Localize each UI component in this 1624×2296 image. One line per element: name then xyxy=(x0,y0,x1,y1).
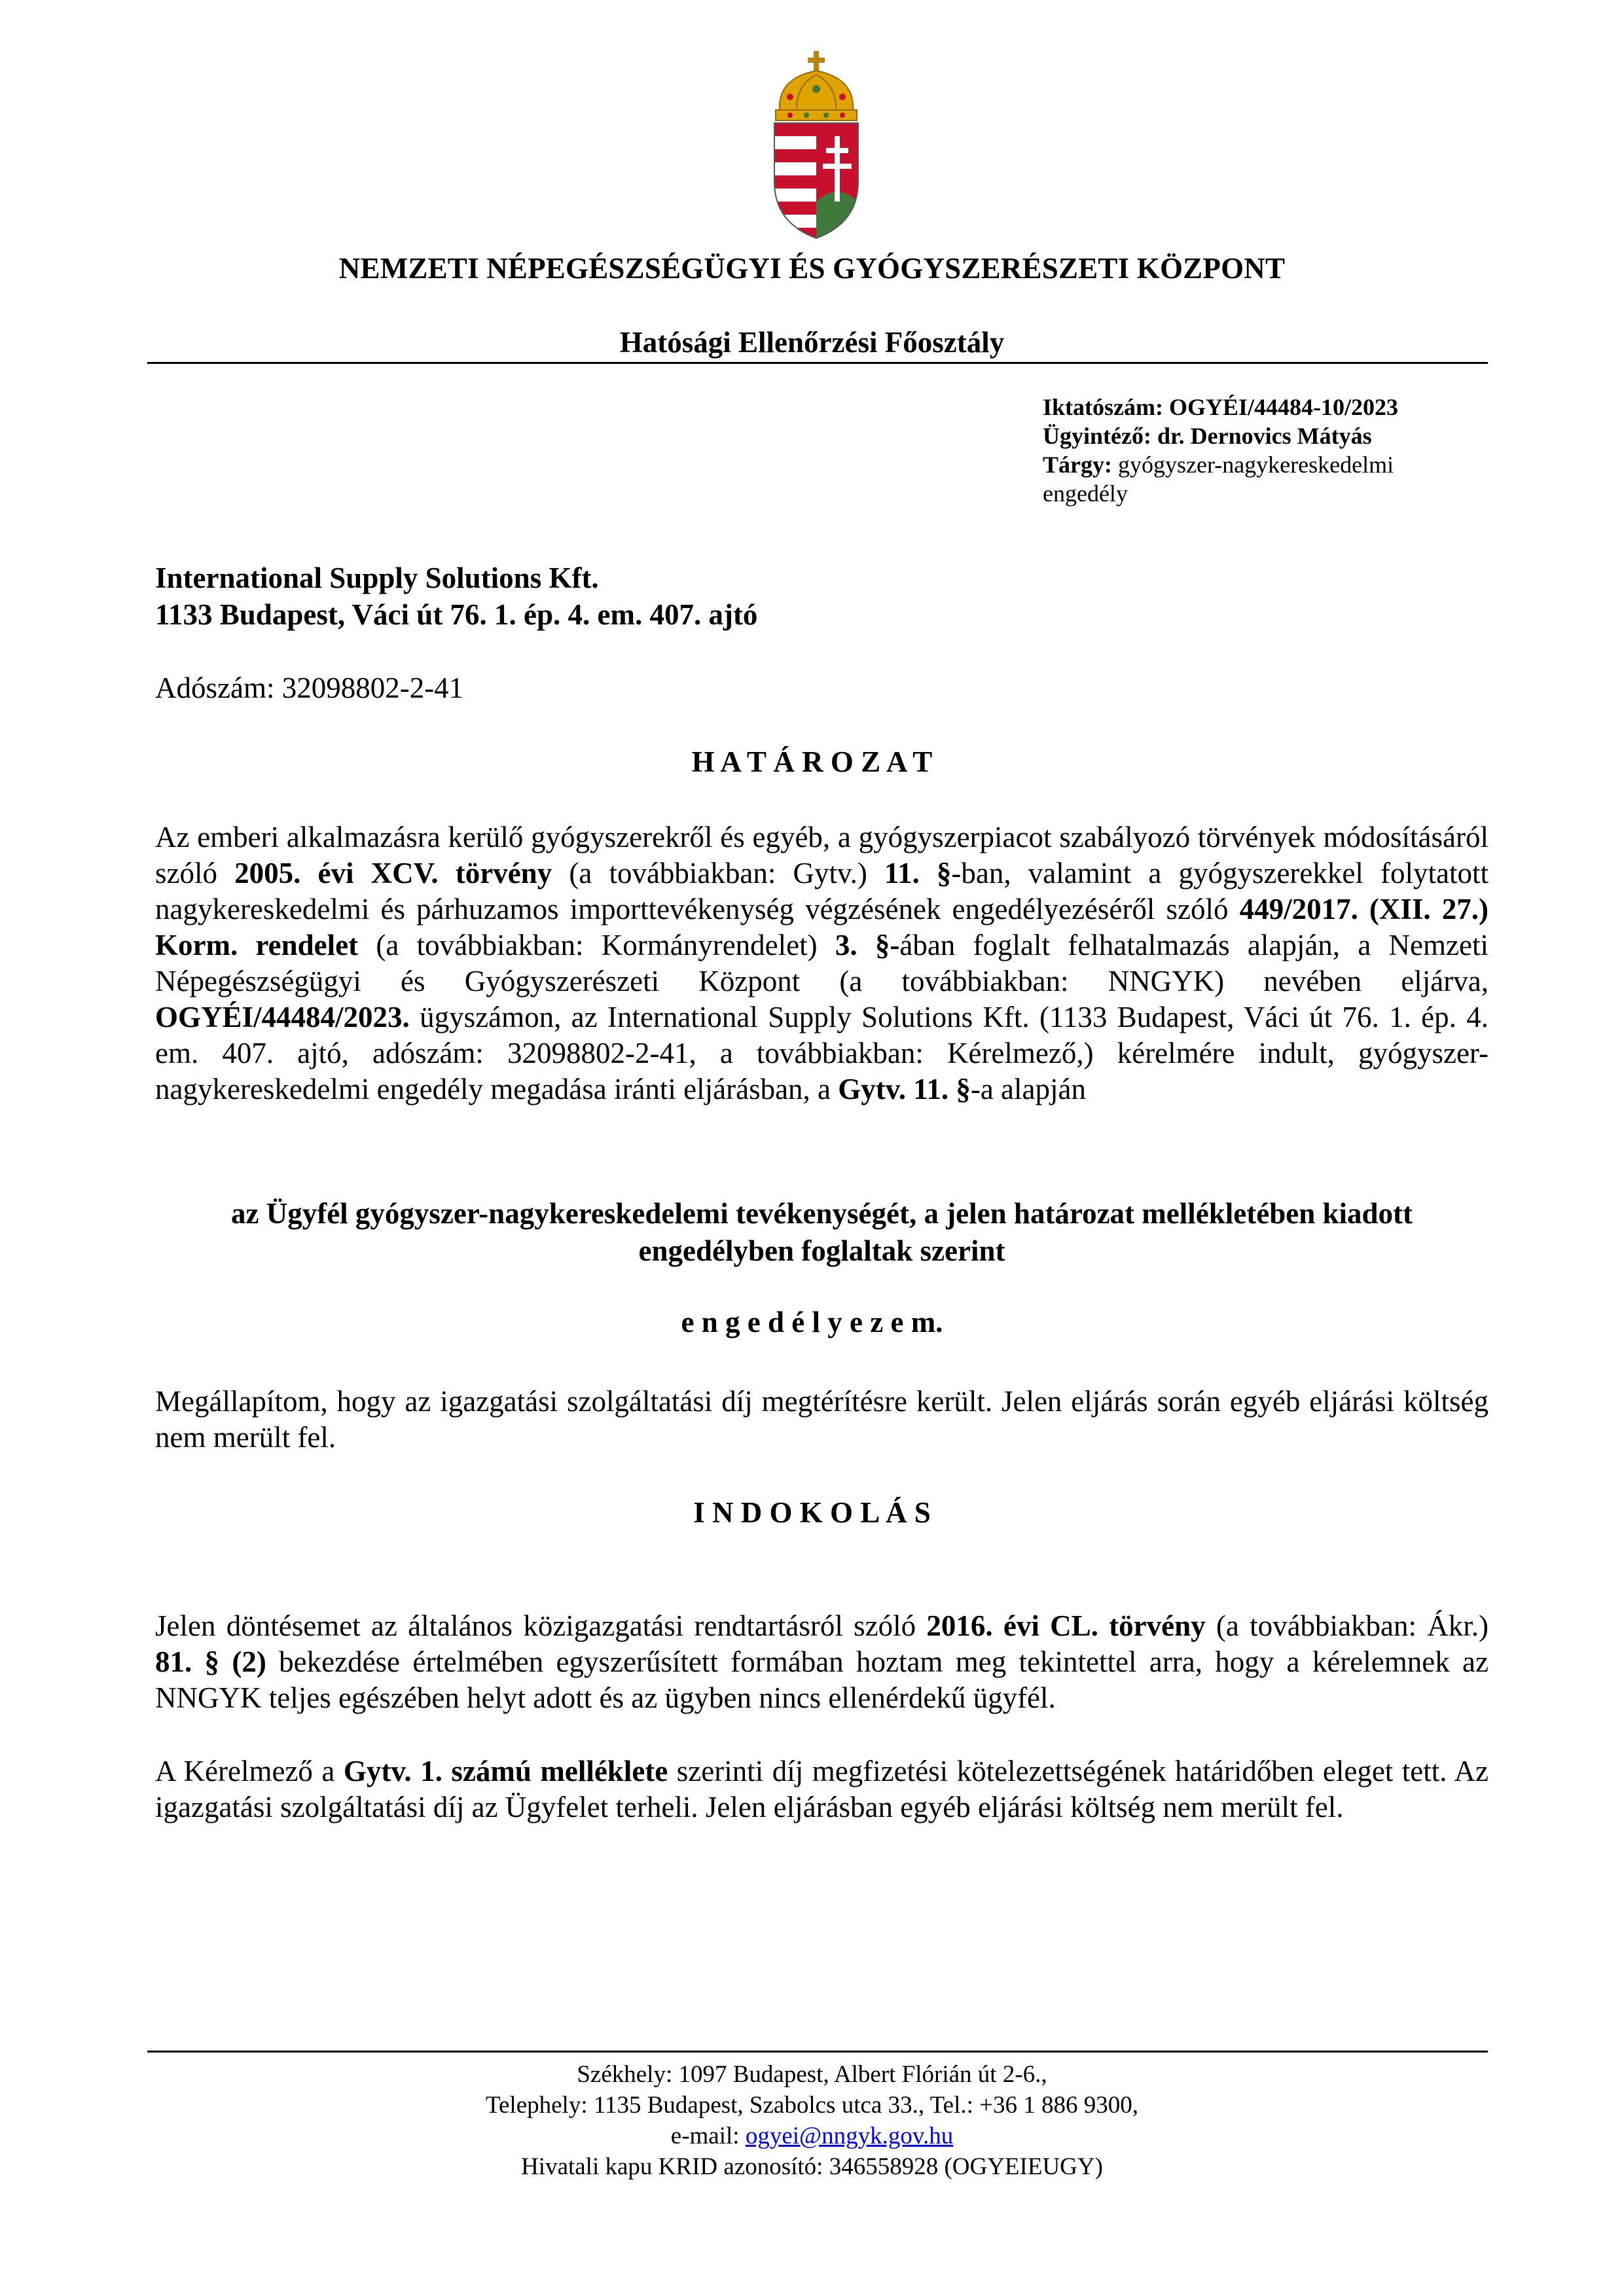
subject-line-2: engedély xyxy=(1043,480,1128,507)
law-reference: 449/2017. (XII. 27.) Korm. rendelet xyxy=(155,893,1489,961)
text-run: (a továbbiakban: Ákr.) xyxy=(1205,1609,1489,1642)
case-number: OGYÉI/44484-10/2023 xyxy=(1168,394,1398,420)
law-reference: Gytv. 11. § xyxy=(838,1073,971,1105)
officer-line xyxy=(1043,422,1475,450)
ruling-statement xyxy=(155,1195,1489,1270)
footer-headquarters: Székhely: 1097 Budapest, Albert Flórián út 2-6., xyxy=(577,2061,1047,2088)
subject-label: Tárgy: xyxy=(1043,452,1112,478)
reference-block xyxy=(1043,393,1475,508)
ruling-verb: e n g e d é l y e z e m. xyxy=(681,1306,943,1338)
text-run: ügyszámon, az International Supply Solutions Kft. (1133 Budapest, Váci út 76. 1. ép. 4. em. 407. ajtó, adószám: 32098802-2-41, a továbbiakban: Kérelmező,) kérelmére indult, gyógyszer-nagykereskedelmi engedély megadása iránti eljárásban, a xyxy=(155,1001,1489,1105)
subject-text: gyógyszer-nagykereskedelmi xyxy=(1117,452,1394,478)
footer-divider xyxy=(147,2051,1488,2053)
law-reference: 81. § (2) xyxy=(155,1645,266,1678)
text-run: szerinti díj megfizetési kötelezettségének határidőben eleget tett. Az igazgatási szolgáltatási díj az Ügyfelet terheli. Jelen eljárásban egyéb eljárási költség nem merült fel. xyxy=(155,1755,1489,1823)
law-reference: 3. §- xyxy=(835,929,900,961)
subject-line xyxy=(1043,450,1475,479)
recipient-name: International Supply Solutions Kft. xyxy=(155,562,599,594)
law-reference: 2016. évi CL. törvény xyxy=(926,1609,1206,1642)
officer-label: Ügyintéző: xyxy=(1043,423,1151,449)
ruling-line-2: engedélyben foglaltak szerint xyxy=(638,1234,1005,1267)
footer xyxy=(0,2059,1624,2182)
text-run: bekezdése értelmében egyszerűsített formában hoztam meg tekintettel arra, hogy a kérelemnek az NNGYK teljes egészében helyt adott és az ügyben nincs ellenérdekű ügyfél. xyxy=(155,1645,1489,1714)
decision-paragraph-1 xyxy=(155,819,1489,1107)
law-reference: 2005. évi XCV. törvény xyxy=(234,857,552,889)
text-run: (a továbbiakban: Gytv.) xyxy=(552,857,884,889)
text-run: -ban, valamint a gyógyszerekkel folytatott nagykereskedelmi és párhuzamos importtevékenység végzésének engedélyezéséről szóló xyxy=(155,857,1489,925)
organization-name: NEMZETI NÉPEGÉSZSÉGÜGYI ÉS GYÓGYSZERÉSZETI KÖZPONT xyxy=(338,252,1286,285)
decision-paragraph-2: Megállapítom, hogy az igazgatási szolgáltatási díj megtérítésre került. Jelen eljárás során egyéb eljárási költség nem merült fel. xyxy=(155,1385,1489,1454)
recipient-address: 1133 Budapest, Váci út 76. 1. ép. 4. em. 407. ajtó xyxy=(155,598,758,631)
text-run: A Kérelmező a xyxy=(155,1755,344,1787)
email-label: e-mail: xyxy=(670,2123,746,2149)
law-reference: 11. § xyxy=(884,857,952,889)
header-divider xyxy=(147,362,1488,364)
footer-krid: Hivatali kapu KRID azonosító: 346558928 (OGYEIEUGY) xyxy=(521,2153,1103,2180)
reasoning-title: I N D O K O L Á S xyxy=(693,1496,931,1529)
text-run: -a alapján xyxy=(970,1073,1086,1105)
law-reference: Gytv. 1. számú melléklete xyxy=(343,1755,668,1787)
reasoning-paragraph-2 xyxy=(155,1753,1489,1825)
officer-name: dr. Dernovics Mátyás xyxy=(1157,423,1372,449)
decision-title: H A T Á R O Z A T xyxy=(691,745,933,778)
department-name: Hatósági Ellenőrzési Főosztály xyxy=(619,326,1005,359)
footer-email-line xyxy=(0,2121,1624,2151)
footer-site: Telephely: 1135 Budapest, Szabolcs utca 33., Tel.: +36 1 886 9300, xyxy=(485,2092,1139,2119)
case-number-label: Iktatószám: xyxy=(1043,394,1163,420)
text-run: Az emberi alkalmazásra kerülő gyógyszerekről és egyéb, a gyógyszerpiacot szabályozó törvények módosításáról szóló xyxy=(155,821,1489,889)
recipient-tax-id: Adószám: 32098802-2-41 xyxy=(155,672,464,704)
hungarian-coat-of-arms-icon xyxy=(770,51,862,241)
text-run: Jelen döntésemet az általános közigazgatási rendtartásról szóló xyxy=(155,1609,927,1642)
text-run: ában foglalt felhatalmazás alapján, a Nemzeti Népegészségügyi és Gyógyszerészeti Központ (a továbbiakban: NNGYK) nevében eljárva, xyxy=(155,929,1489,997)
ruling-line-1: az Ügyfél gyógyszer-nagykereskedelemi tevékenységét, a jelen határozat mellékletében kiadott xyxy=(230,1197,1413,1230)
email-link[interactable]: ogyei@nngyk.gov.hu xyxy=(745,2123,954,2149)
text-run: (a továbbiakban: Kormányrendelet) xyxy=(358,929,835,961)
recipient-block xyxy=(155,560,757,633)
case-reference: OGYÉI/44484/2023. xyxy=(155,1001,410,1033)
case-number-line xyxy=(1043,393,1475,422)
reasoning-paragraph-1 xyxy=(155,1608,1489,1716)
